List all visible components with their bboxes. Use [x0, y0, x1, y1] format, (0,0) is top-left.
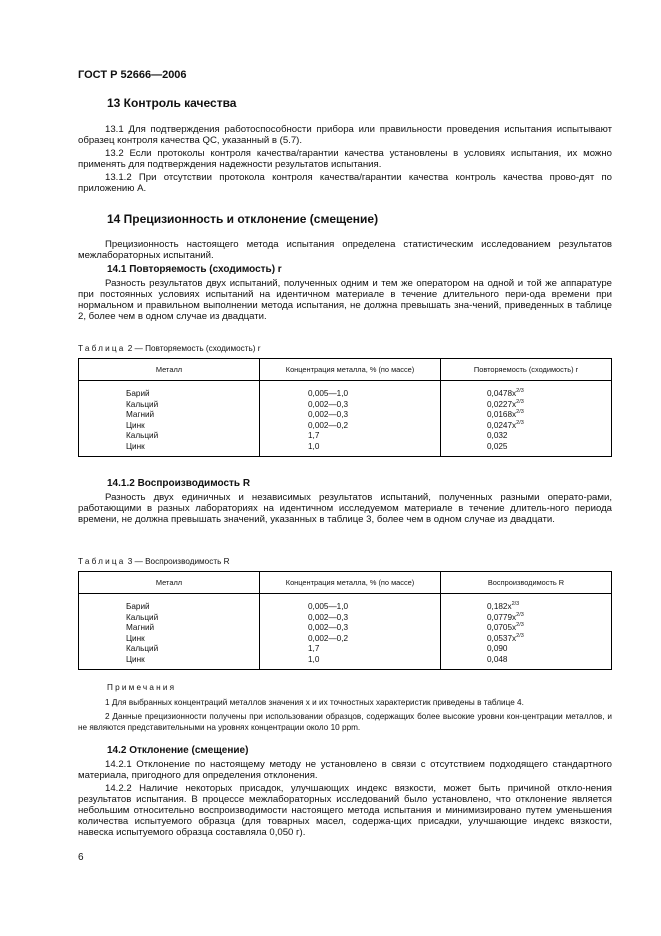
table-cell: 0,005—1,0 — [308, 389, 349, 398]
table-cell: 1,0 — [308, 654, 320, 664]
table-cell: $0,0478x^{2/3}$ — [487, 388, 524, 398]
table-cell: 0,002—0,3 — [308, 399, 349, 409]
table-2-repeatability-column — [441, 381, 612, 457]
table-cell: Кальций — [126, 399, 159, 409]
table-cell: 0,090 — [487, 644, 508, 653]
section-13-title: 13 Контроль качества — [107, 96, 237, 110]
table-cell: Магний — [126, 410, 155, 419]
table-cell: Цинк — [126, 633, 145, 643]
table-cell: 1,7 — [308, 431, 320, 440]
table-cell: Барий — [126, 602, 150, 611]
page-number: 6 — [78, 852, 84, 863]
table-3-reproducibility-column — [441, 594, 612, 670]
table-cell: 0,005—1,0 — [308, 602, 349, 611]
table-cell: 1,0 — [308, 441, 320, 451]
para-14-intro: Прецизионность настоящего метода испытания определена статистическим исследованием результатов межлабораторных испытаний. — [78, 239, 612, 261]
table-3-caption: Таблица 3 — Воспроизводимость R — [78, 557, 230, 566]
table-2-header-concentration: Концентрация металла, % (по массе) — [260, 359, 441, 381]
para-14-1-2: Разность двух единичных и независимых результатов испытаний, полученных разными операто-рами, работающими в разных лабораториях на идентичном исследуемом материале в течение длитель-ного периода времени, не должна превышать значений, указанных в таблице 3, более чем в одном случае из двадцати. — [78, 492, 612, 525]
table-cell: Магний — [126, 623, 155, 632]
subsection-14-1-2-title: 14.1.2 Воспроизводимость R — [107, 478, 251, 489]
table-cell: Цинк — [126, 420, 145, 430]
table-2-header-repeatability: Повторяемость (сходимость) r — [441, 359, 612, 381]
table-cell: 0,002—0,3 — [308, 612, 349, 622]
table-cell: 0,002—0,3 — [308, 410, 349, 419]
table-3-header-metal: Металл — [79, 572, 260, 594]
document-header: ГОСТ Р 52666—2006 — [78, 69, 187, 81]
subsection-14-2-title: 14.2 Отклонение (смещение) — [107, 745, 249, 756]
table-cell: 1,7 — [308, 644, 320, 653]
notes-title: Примечания — [107, 683, 177, 692]
table-cell: $0,0168x^{2/3}$ — [487, 409, 524, 419]
table-cell: 0,002—0,3 — [308, 623, 349, 632]
table-cell: Цинк — [126, 654, 145, 664]
table-cell: 0,002—0,2 — [308, 633, 349, 643]
table-2-caption: Таблица 2 — Повторяемость (сходимость) r — [78, 344, 261, 353]
table-cell: $0,0705x^{2/3}$ — [487, 622, 524, 632]
table-3-header-concentration: Концентрация металла, % (по массе) — [260, 572, 441, 594]
table-cell: 0,048 — [487, 654, 508, 664]
table-2-concentration-column — [260, 381, 441, 457]
para-13-1: 13.1 Для подтверждения работоспособности прибора или правильности проведения испытания испытывают образец контроля качества QC, указанный в (5.7). — [78, 124, 612, 146]
table-cell: 0,032 — [487, 431, 508, 440]
table-cell: 0,002—0,2 — [308, 420, 349, 430]
subsection-14-1-title: 14.1 Повторяемость (сходимость) r — [107, 264, 282, 275]
para-13-2: 13.2 Если протоколы контроля качества/гарантии качества установлены в условиях испытания, их можно применять для подтверждения надежности результатов испытания. — [78, 148, 612, 170]
section-14-title: 14 Прецизионность и отклонение (смещение) — [107, 212, 379, 226]
table-cell: $0,0247x^{2/3}$ — [487, 419, 524, 430]
table-cell: $0,0227x^{2/3}$ — [487, 398, 524, 409]
table-cell: Барий — [126, 389, 150, 398]
table-2 — [78, 358, 612, 457]
para-14-2-2: 14.2.2 Наличие некоторых присадок, улучшающих индекс вязкости, может быть причиной откло-нения результатов испытания. В процессе межлабораторных исследований было установлено, что отклонение является небольшим относительно воспроизводимости настоящего метода испытания и минимизировано путем уменьшения количества испытуемого образца (для товарных масел, содержа-щих присадки, улучшающие индекс вязкости, навеска испытуемого образца составляла 0,050 г). — [78, 783, 612, 838]
para-14-2-1: 14.2.1 Отклонение по настоящему методу не установлено в связи с отсутствием подходящего стандартного материала, пригодного для определения отклонения. — [78, 759, 612, 781]
table-3-header-reproducibility: Воспроизводимость R — [441, 572, 612, 594]
table-2-header-metal: Металл — [79, 359, 260, 381]
table-cell: Кальций — [126, 612, 159, 622]
para-13-1-2: 13.1.2 При отсутствии протокола контроля качества/гарантии качества контроль качества прово-дят по приложению А. — [78, 172, 612, 194]
table-2-metal-column — [79, 381, 260, 457]
table-cell: $0,182x^{2/3}$ — [487, 601, 520, 611]
table-cell: 0,025 — [487, 441, 508, 451]
note-1: 1 Для выбранных концентраций металлов значения x и их точностных характеристик приведены в таблице 4. — [105, 698, 524, 707]
para-14-1: Разность результатов двух испытаний, полученных одним и тем же оператором на одной и той же аппаратуре при постоянных условиях испытаний на идентичном материале в течение длительного пери-ода времени при нормальном и правильном выполнении метода испытания, не должна превышать зна-чений, приведенных в таблице 2, более чем в одном случае из двадцати. — [78, 278, 612, 322]
table-cell: Кальций — [126, 431, 159, 440]
note-2: 2 Данные прецизионности получены при использовании образцов, содержащих более высокие уровни кон-центрации металлов, и не являются представительными на уровнях концентрации около 10 ppm. — [78, 712, 612, 732]
table-cell: $0,0537x^{2/3}$ — [487, 632, 524, 643]
table-cell: Кальций — [126, 644, 159, 653]
table-3-metal-column — [79, 594, 260, 670]
table-3 — [78, 571, 612, 670]
table-cell: $0,0779x^{2/3}$ — [487, 611, 524, 622]
table-cell: Цинк — [126, 441, 145, 451]
table-3-concentration-column — [260, 594, 441, 670]
